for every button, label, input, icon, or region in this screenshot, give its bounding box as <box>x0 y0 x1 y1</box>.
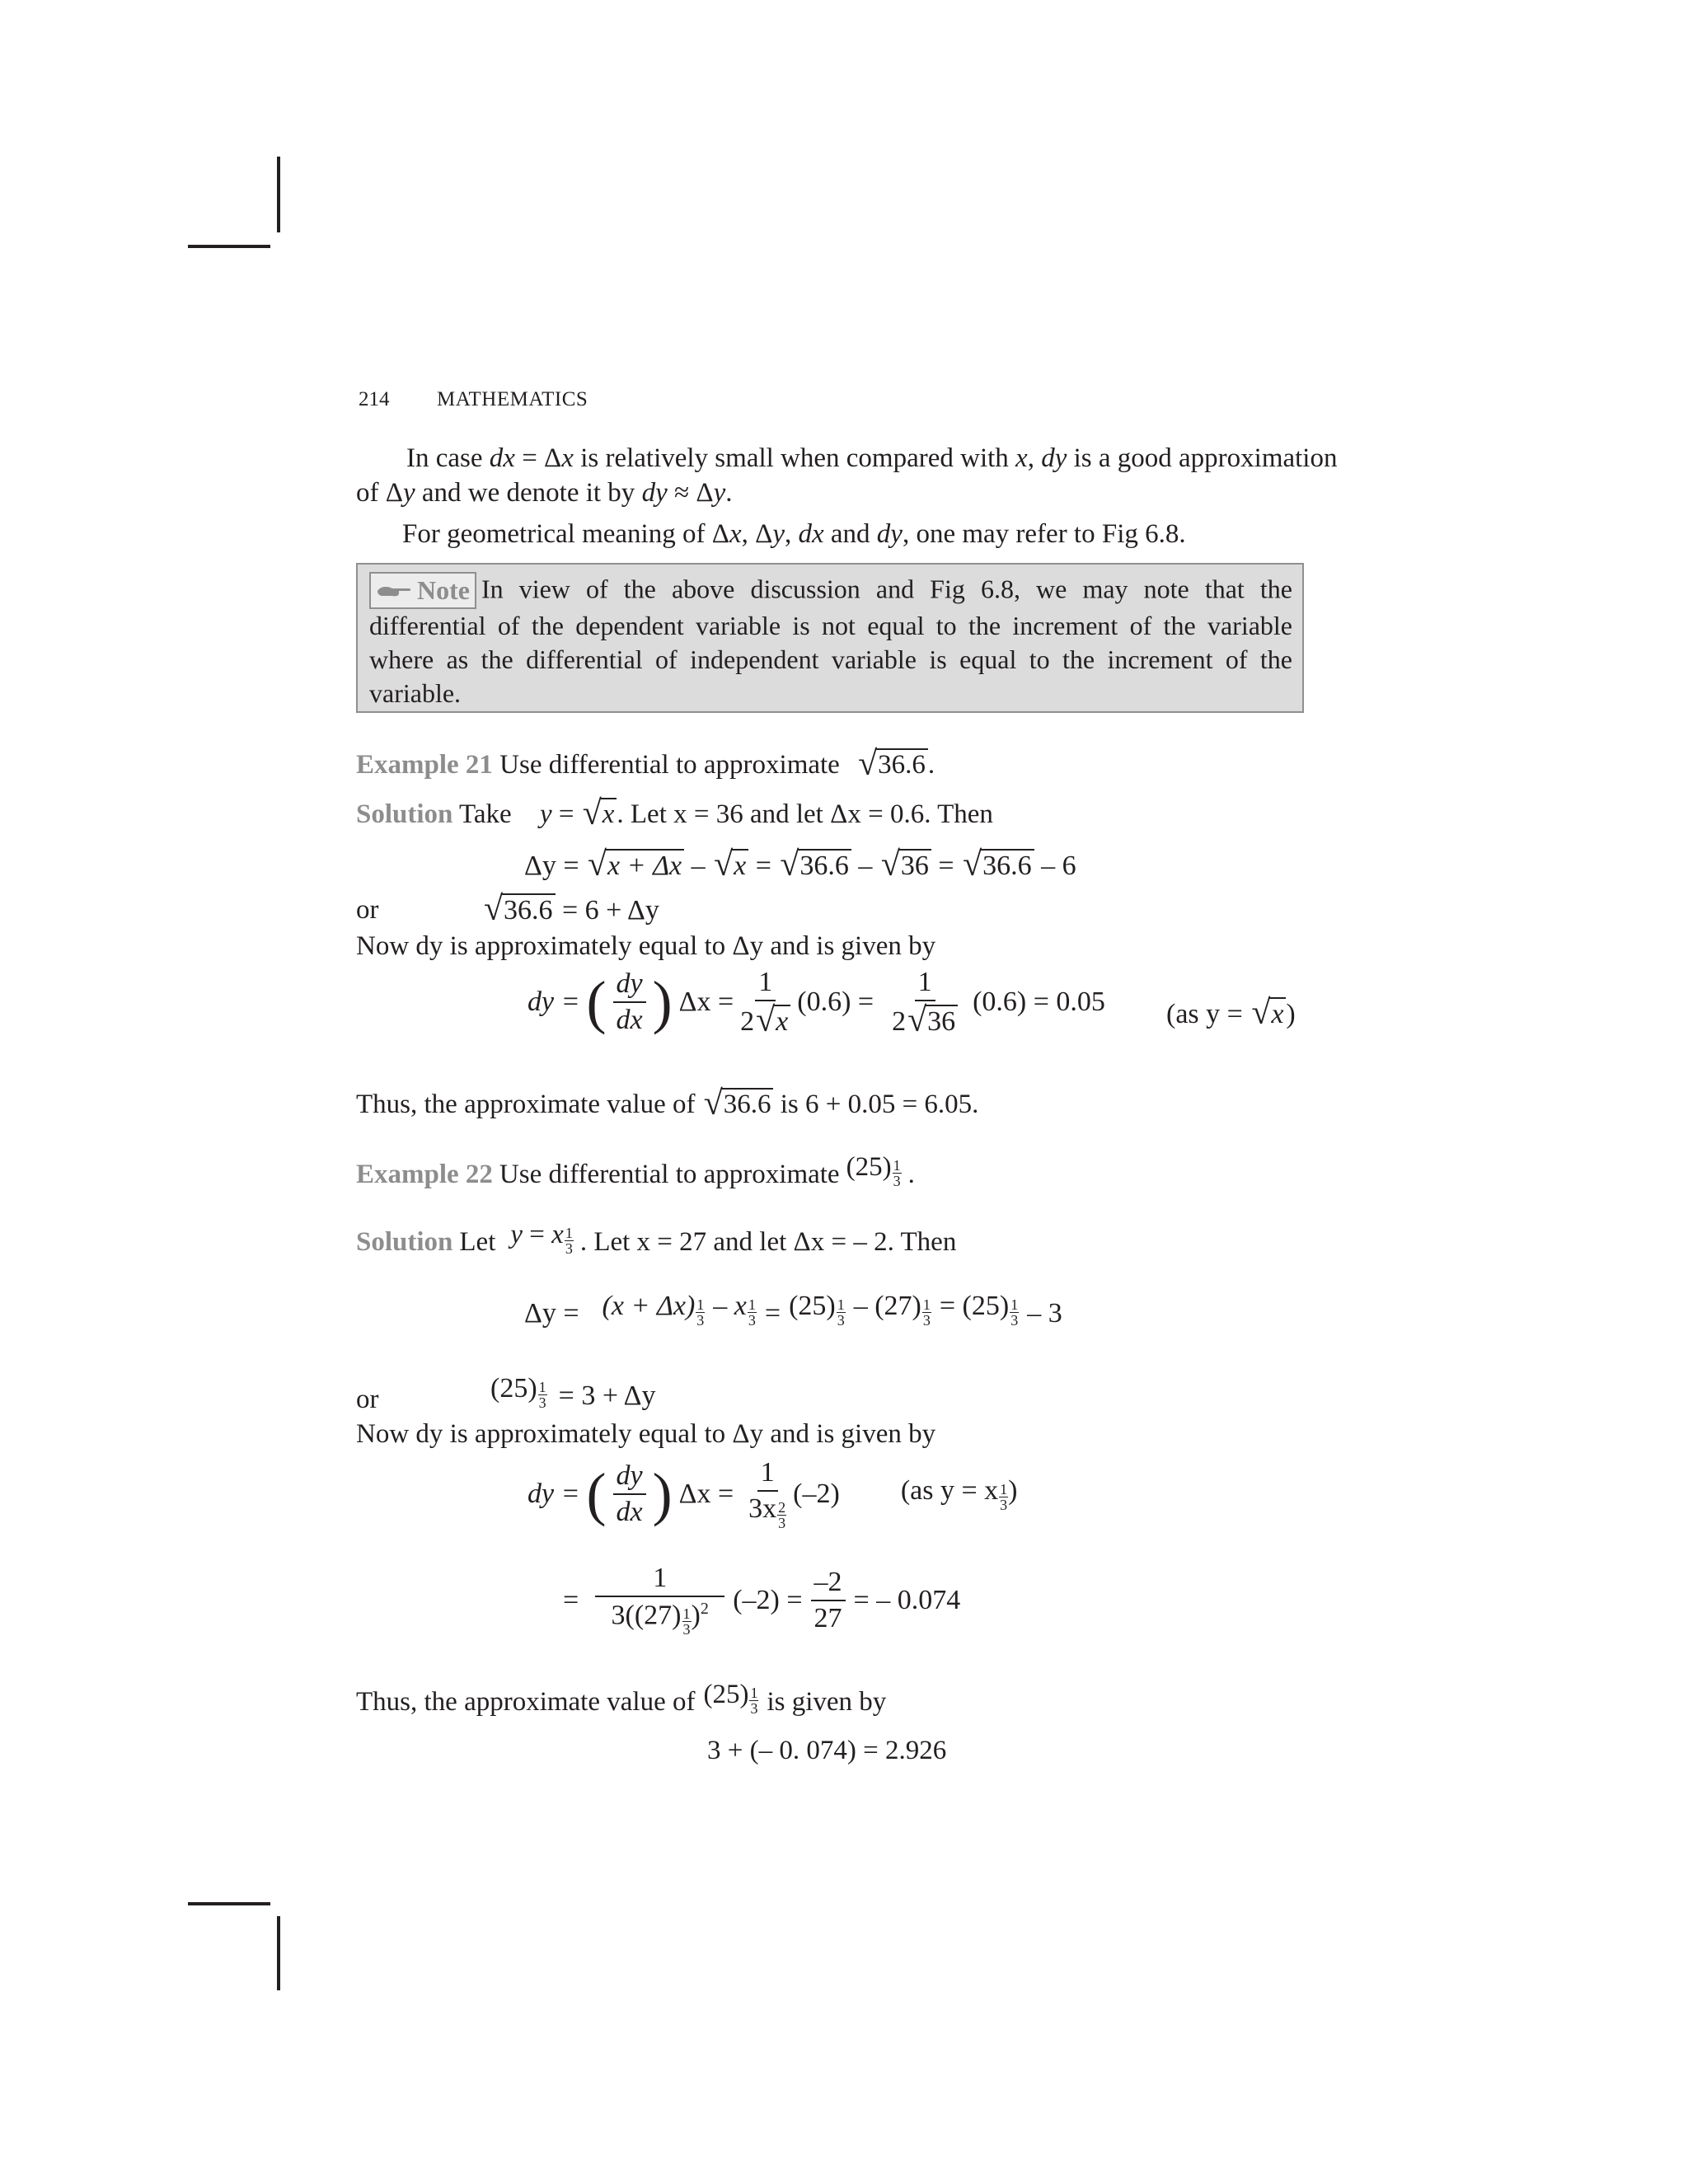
note-tag: Note <box>369 572 476 609</box>
now-line-2: Now dy is approximately equal to Δy and is given by <box>356 1419 936 1449</box>
delta-y-equation: Δy = √ x + Δx – √ x = √ 36.6 – √ 36 = √ 36.6 – 6 <box>524 846 1076 883</box>
paragraph-line: For geometrical meaning of Δx, Δy, dx and dy, one may refer to Fig 6.8. <box>402 519 1186 549</box>
running-title: MATHEMATICS <box>437 388 588 410</box>
crop-mark-top-vertical <box>277 157 280 232</box>
pointing-hand-icon <box>376 583 412 598</box>
thus-line-2: Thus, the approximate value of (25) $\frac{1}{3}$ is given by <box>356 1680 887 1717</box>
final-result: 3 + (– 0. 074) = 2.926 <box>707 1736 947 1765</box>
solution-21-line: Solution Take y = √ x. Let x = 36 and let Δx = 0.6. Then <box>356 794 993 832</box>
crop-mark-top-horizontal <box>188 245 270 248</box>
or-label-2: or <box>356 1385 379 1414</box>
dy-cube-formula: dy = ( $\frac{dy}{dx}$ ) Δx = 1 3x $\frac{2}{3}$ (–2) (as y = x $\frac{1}{3}$ ) <box>528 1457 1018 1531</box>
or-equation: √ 36.6 = 6 + Δy <box>484 890 659 928</box>
crop-mark-bottom-vertical <box>277 1916 280 1990</box>
solution-22-line: Solution Let y = x $\frac{1}{3}$ . Let x = 27 and let Δx = – 2. Then <box>356 1220 957 1257</box>
as-note: (as y = √ x) <box>1166 994 1296 1032</box>
dy-cube-result: = 1 3((27) $\frac{1}{3}$ )$^2$ (–2) = $\frac{-2}{27}$ = – 0.074 <box>563 1563 961 1638</box>
paragraph-line: In case dx = Δx is relatively small when compared with x, dy is a good approximation <box>406 443 1338 473</box>
now-line: Now dy is approximately equal to Δy and is given by <box>356 931 936 961</box>
dy-formula: dy = ( $\frac{dy}{dx}$ ) Δx = 1 2 √ x (0.6) = 1 2 √ 36 (0.6) = 0.05 <box>528 967 1105 1039</box>
paragraph-line: of Δy and we denote it by dy ≈ Δy. <box>356 478 733 508</box>
note-text: Note In view of the above discussion and Fig 6.8, we may note that the differential of the dependent variable is not equal to the increment of the variable where as the differential of independent variable is equal to the increment of the variable. <box>369 572 1292 710</box>
delta-y-cube-equation: Δy = (x + Δx) $\frac{1}{3}$ – x $\frac{1}{3}$ = (25) $\frac{1}{3}$ – (27) $\frac{1}{3}$ = (25) $\frac{1}{3}$ – 3 <box>524 1291 1062 1329</box>
example-22-heading: Example 22 Use differential to approximate (25) $\frac{1}{3}$ . <box>356 1152 915 1189</box>
thus-line: Thus, the approximate value of √ 36.6 is 6 + 0.05 = 6.05. <box>356 1085 979 1122</box>
or-label: or <box>356 895 379 925</box>
page-number: 214 <box>359 388 390 410</box>
example-21-heading: Example 21 Use differential to approximate √ 36.6. <box>356 745 935 783</box>
or-equation-2: (25) $\frac{1}{3}$ = 3 + Δy <box>490 1373 656 1411</box>
crop-mark-bottom-horizontal <box>188 1902 270 1905</box>
